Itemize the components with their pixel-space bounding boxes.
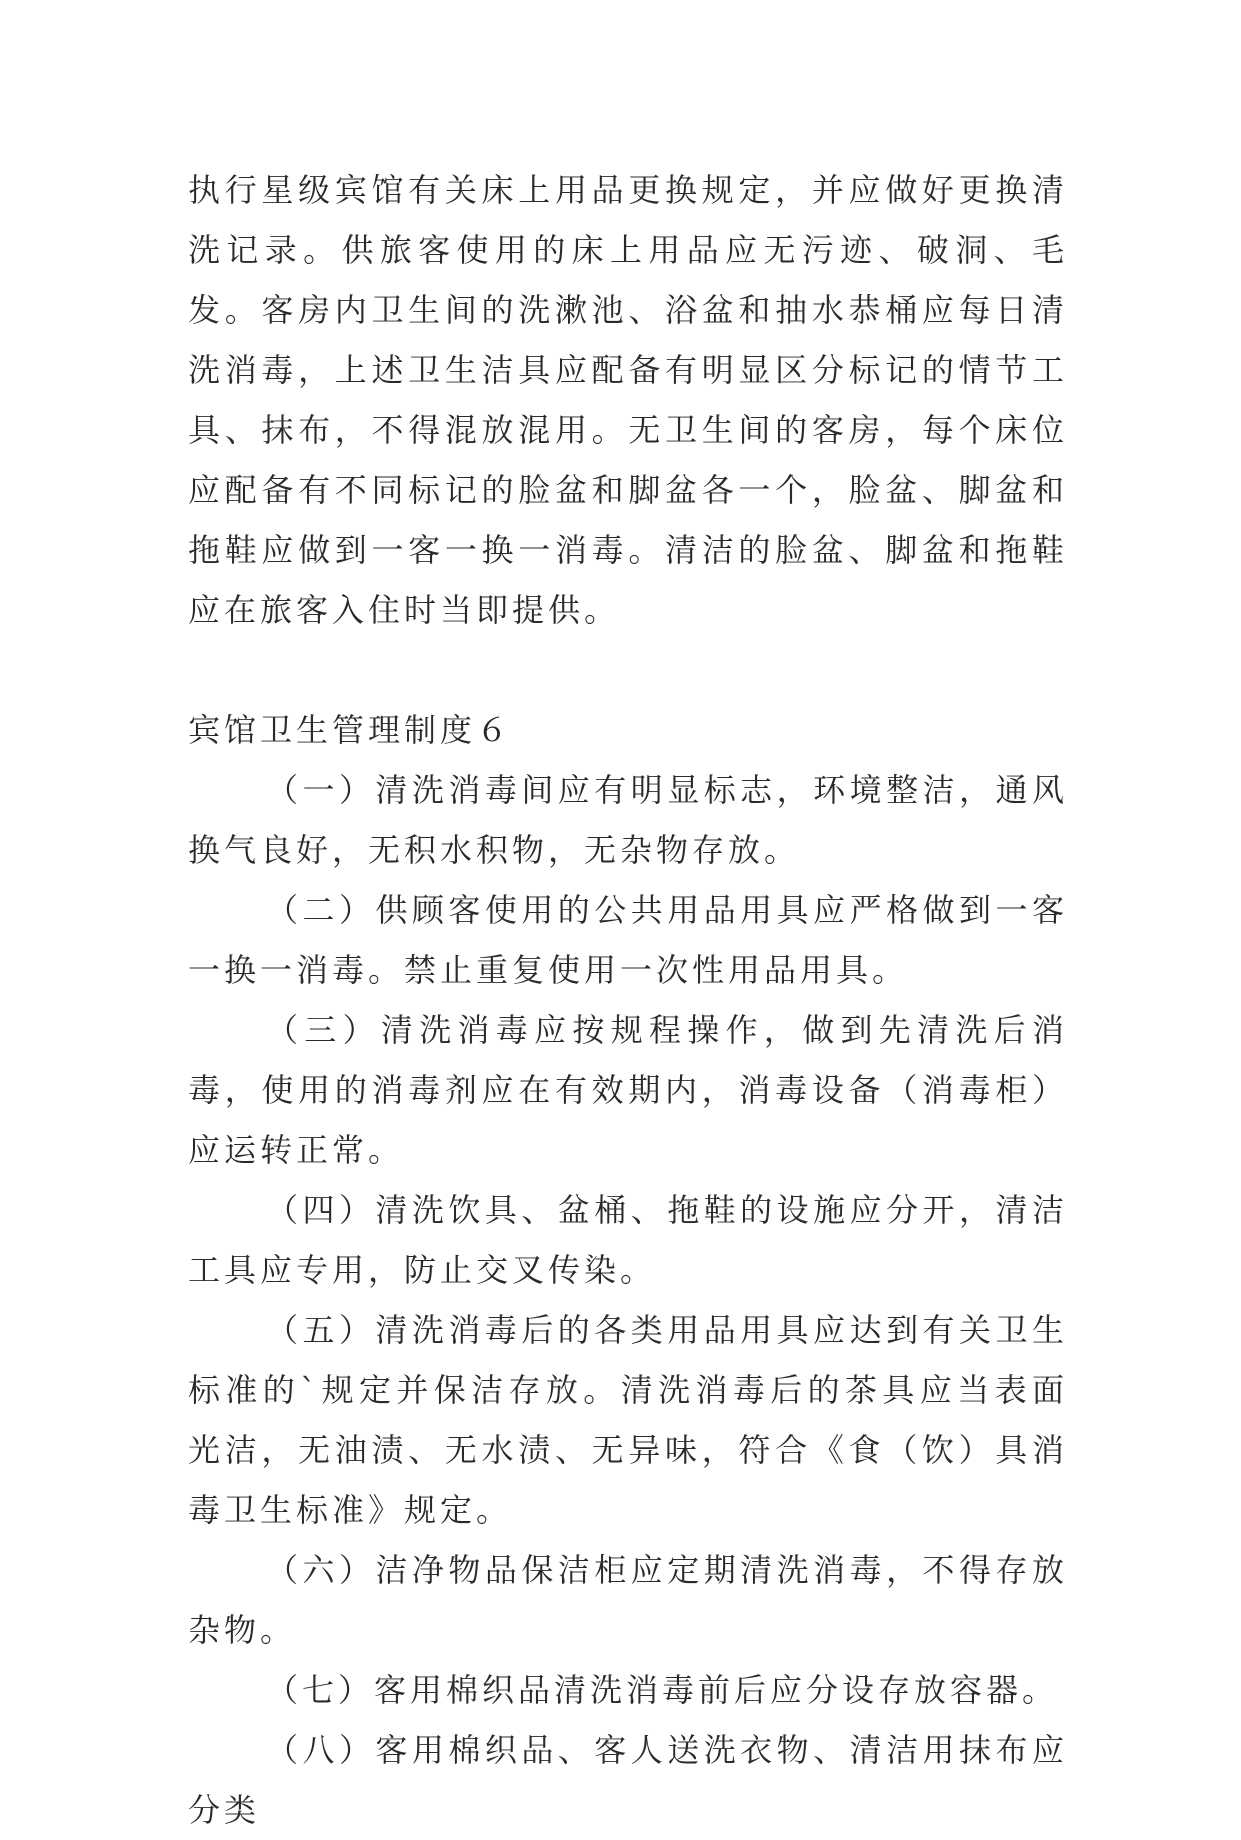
- list-item-7: （七）客用棉织品清洗消毒前后应分设存放容器。: [266, 1671, 1059, 1709]
- section-title: 宾馆卫生管理制度６: [188, 711, 513, 749]
- document-body: [188, 160, 1068, 1840]
- list-item-3: （三）清洗消毒应按规程操作，做到先清洗后消毒，使用的消毒剂应在有效期内，消毒设备（消毒柜）应运转正常。: [188, 1011, 1068, 1169]
- list-item-1: （一）清洗消毒间应有明显标志，环境整洁，通风换气良好，无积水积物，无杂物存放。: [188, 771, 1068, 869]
- list-item-2: （二）供顾客使用的公共用品用具应严格做到一客一换一消毒。禁止重复使用一次性用品用具。: [188, 891, 1068, 989]
- intro-paragraph: 执行星级宾馆有关床上用品更换规定，并应做好更换清洗记录。供旅客使用的床上用品应无污迹、破洞、毛发。客房内卫生间的洗漱池、浴盆和抽水恭桶应每日清洗消毒，上述卫生洁具应配备有明显区分标记的情节工具、抹布，不得混放混用。无卫生间的客房，每个床位应配备有不同标记的脸盆和脚盆各一个，脸盆、脚盆和拖鞋应做到一客一换一消毒。清洁的脸盆、脚盆和拖鞋应在旅客入住时当即提供。: [188, 171, 1068, 629]
- list-item-5: （五）清洗消毒后的各类用品用具应达到有关卫生标准的`规定并保洁存放。清洗消毒后的茶具应当表面光洁，无油渍、无水渍、无异味，符合《食（饮）具消毒卫生标准》规定。: [188, 1311, 1068, 1529]
- list-item-6: （六）洁净物品保洁柜应定期清洗消毒，不得存放杂物。: [188, 1551, 1068, 1649]
- list-item-4: （四）清洗饮具、盆桶、拖鞋的设施应分开，清洁工具应专用，防止交叉传染。: [188, 1191, 1068, 1289]
- list-item-8: （八）客用棉织品、客人送洗衣物、清洁用抹布应分类: [188, 1731, 1068, 1829]
